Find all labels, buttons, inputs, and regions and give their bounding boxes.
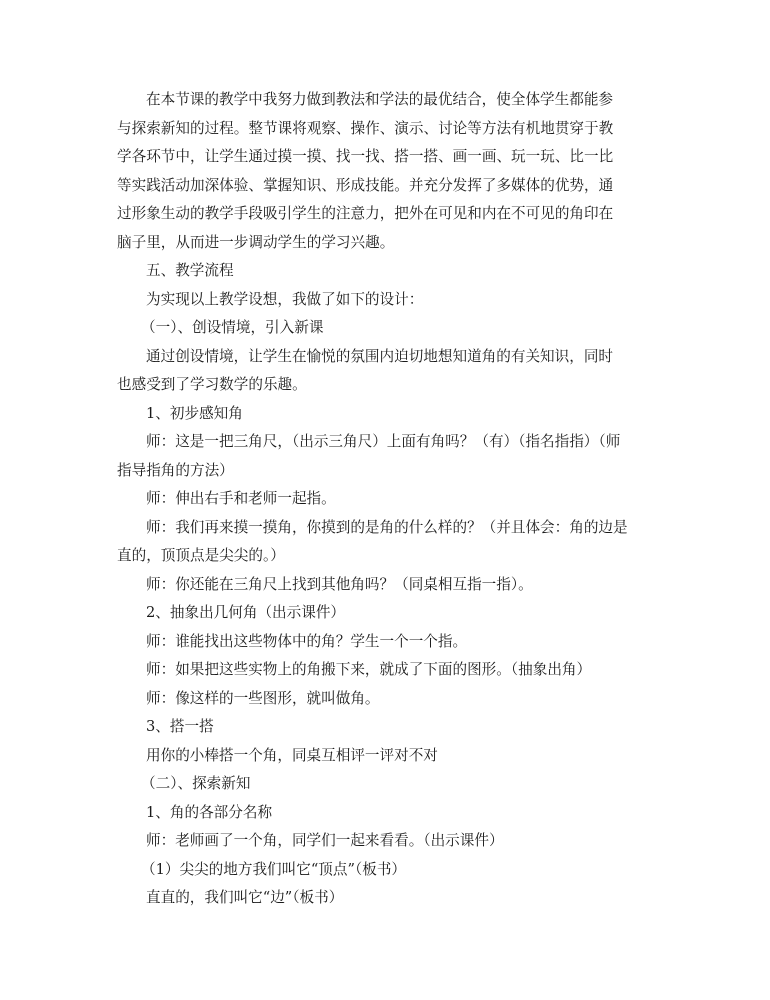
text-line: 师：谁能找出这些物体中的角？学生一个一个指。	[146, 632, 468, 650]
text-line: 师：如果把这些实物上的角搬下来，就成了下面的图形。（抽象出角）	[146, 661, 592, 678]
text-line: 师：伸出右手和老师一起指。	[146, 490, 336, 507]
text-line: 直的，顶顶点是尖尖的。）	[117, 547, 285, 564]
text-line: 过形象生动的教学手段吸引学生的注意力，把外在可见和内在不可见的角印在	[117, 205, 614, 222]
text-line: 直直的，我们叫它“边”（板书）	[146, 889, 344, 906]
text-line: 与探索新知的过程。整节课将观察、操作、演示、讨论等方法有机地贯穿于教	[117, 119, 614, 137]
text-line: 在本节课的教学中我努力做到教法和学法的最优结合，使全体学生都能参	[146, 91, 614, 108]
text-line: 也感受到了学习数学的乐趣。	[117, 376, 307, 393]
text-line: 2、抽象出几何角（出示课件）	[146, 604, 346, 621]
text-line: 用你的小棒搭一个角，同桌互相评一评对不对	[146, 746, 438, 764]
text-line: 五、教学流程	[146, 262, 234, 279]
text-line: 通过创设情境，让学生在愉悦的氛围内迫切地想知道角的有关知识，同时	[146, 347, 614, 365]
document-page	[117, 86, 655, 913]
text-line: （一）、创设情境，引入新课	[141, 319, 324, 336]
text-line: 师：你还能在三角尺上找到其他角吗？（同桌相互指一指）。	[146, 575, 533, 593]
text-line: 师：我们再来摸一摸角，你摸到的是角的什么样的？（并且体会：角的边是	[146, 518, 628, 536]
text-line: 师：像这样的一些图形，就叫做角。	[146, 689, 380, 707]
text-line: 为实现以上教学设想，我做了如下的设计：	[146, 290, 424, 308]
text-line: 1、角的各部分名称	[146, 803, 273, 821]
text-line: 学各环节中，让学生通过摸一摸、找一找、搭一搭、画一画、玩一玩、比一比	[117, 148, 614, 165]
text-line: 师：老师画了一个角，同学们一起来看看。（出示课件）	[146, 832, 504, 849]
text-line: 指导指角的方法）	[117, 461, 234, 479]
document-body	[117, 86, 655, 913]
text-line: 脑子里，从而进一步调动学生的学习兴趣。	[117, 233, 395, 251]
text-line: 师：这是一把三角尺，（出示三角尺）上面有角吗？（有）（指名指指）（师	[146, 433, 621, 450]
text-line: 1、初步感知角	[146, 404, 243, 422]
text-line: （二）、探索新知	[141, 775, 251, 792]
text-line: 等实践活动加深体验、掌握知识、形成技能。并充分发挥了多媒体的优势，通	[117, 176, 614, 194]
text-line: 3、搭一搭	[146, 718, 214, 735]
text-line: （1）尖尖的地方我们叫它“顶点”（板书）	[141, 860, 407, 878]
